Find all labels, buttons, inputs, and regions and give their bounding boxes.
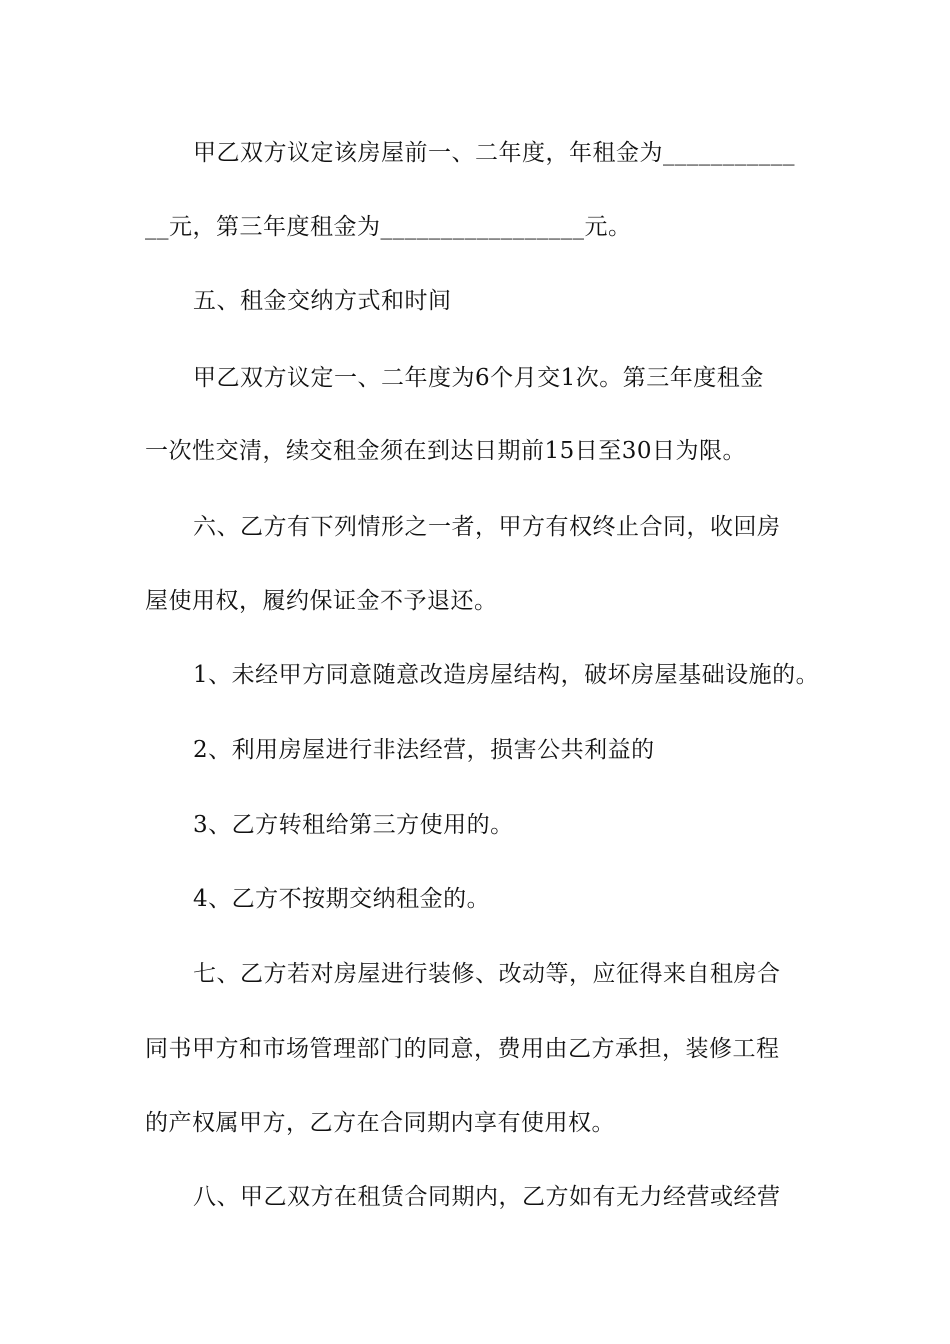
paragraph-line-12: 七、乙方若对房屋进行装修、改动等，应征得来自租房合 [193, 961, 781, 987]
paragraph-line-15: 八、甲乙双方在租赁合同期内，乙方如有无力经营或经营 [193, 1184, 781, 1210]
list-item-1: 1、未经甲方同意随意改造房屋结构，破坏房屋基础设施的。 [193, 662, 820, 688]
list-item-3: 3、乙方转租给第三方使用的。 [193, 812, 514, 838]
paragraph-line-13: 同书甲方和市场管理部门的同意，费用由乙方承担，装修工程 [145, 1036, 780, 1062]
paragraph-line-1: 甲乙双方议定该房屋前一、二年度，年租金为___________ [193, 140, 795, 166]
list-item-4: 4、乙方不按期交纳租金的。 [193, 886, 491, 912]
paragraph-line-4: 甲乙双方议定一、二年度为6个月交1次。第三年度租金 [193, 365, 764, 391]
paragraph-line-6: 六、乙方有下列情形之一者，甲方有权终止合同，收回房 [193, 514, 781, 540]
paragraph-line-2: __元，第三年度租金为_________________元。 [145, 214, 632, 240]
list-item-2: 2、利用房屋进行非法经营，损害公共利益的 [193, 737, 655, 763]
paragraph-line-5: 一次性交清，续交租金须在到达日期前15日至30日为限。 [145, 438, 747, 464]
section-heading-5: 五、租金交纳方式和时间 [193, 288, 452, 314]
paragraph-line-14: 的产权属甲方，乙方在合同期内享有使用权。 [145, 1110, 615, 1136]
paragraph-line-7: 屋使用权，履约保证金不予退还。 [145, 588, 498, 614]
